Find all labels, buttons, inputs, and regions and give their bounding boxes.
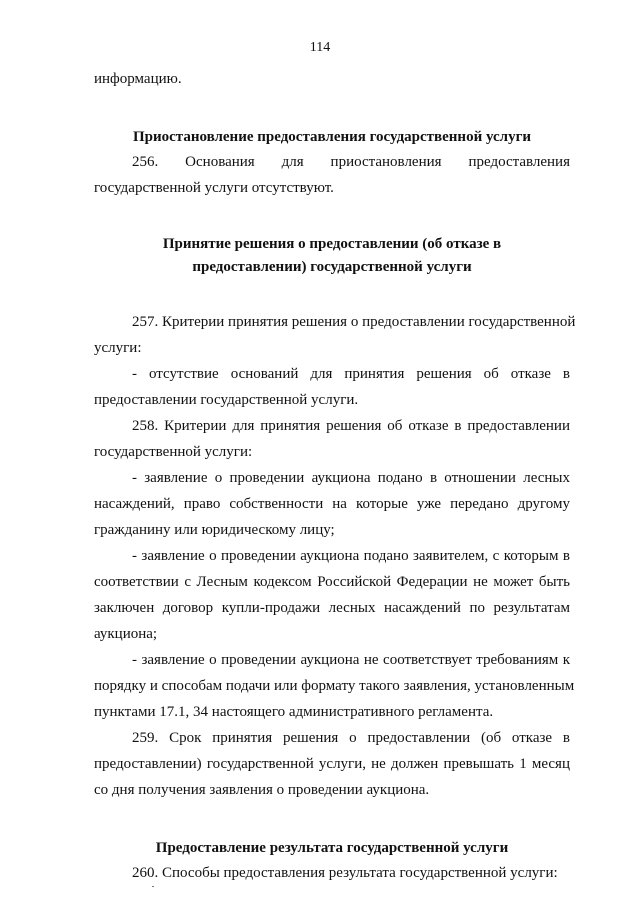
section-heading: Приостановление предоставления государственной услуги bbox=[132, 129, 532, 145]
paragraph-line: гражданину или юридическому лицу; bbox=[94, 522, 335, 538]
paragraph-line: предоставлении) государственной услуги, не должен превышать 1 месяц bbox=[94, 756, 570, 772]
paragraph-line: аукциона; bbox=[94, 626, 158, 642]
paragraph-line: - заявление о проведении аукциона подано в отношении лесных bbox=[132, 470, 570, 486]
paragraph-line: 259. Срок принятия решения о предоставлении (об отказе в bbox=[132, 730, 570, 746]
paragraph-line: со дня получения заявления о проведении аукциона. bbox=[94, 782, 430, 798]
paragraph-line: 257. Критерии принятия решения о предоставлении государственной bbox=[132, 314, 576, 330]
paragraph-line: 260. Способы предоставления результата государственной услуги: bbox=[132, 865, 558, 881]
paragraph-line: пунктами 17.1, 34 настоящего административного регламента. bbox=[94, 704, 494, 720]
paragraph-line: соответствии с Лесным кодексом Российской Федерации не может быть bbox=[94, 574, 570, 590]
paragraph-line: предоставлении государственной услуги. bbox=[94, 392, 359, 408]
paragraph-line: насаждений, право собственности на которые уже передано другому bbox=[94, 496, 570, 512]
document-body bbox=[94, 66, 576, 886]
paragraph-line: 258. Критерии для принятия решения об отказе в предоставлении bbox=[132, 418, 570, 434]
paragraph-line: государственной услуги отсутствуют. bbox=[94, 180, 334, 196]
section-heading: Принятие решения о предоставлении (об отказе в bbox=[162, 236, 502, 252]
paragraph-line: - заявление о проведении аукциона не соответствует требованиям к bbox=[132, 652, 570, 668]
paragraph-line: информацию. bbox=[94, 71, 182, 87]
paragraph-line: заключен договор купли-продажи лесных насаждений по результатам bbox=[94, 600, 570, 616]
paragraph-line: услуги: bbox=[94, 340, 142, 356]
section-heading: предоставлении) государственной услуги bbox=[192, 259, 472, 275]
scan-artifact-dot bbox=[152, 886, 154, 887]
paragraph-line: порядку и способам подачи или формату такого заявления, установленным bbox=[94, 678, 575, 694]
section-heading: Предоставление результата государственной услуги bbox=[155, 840, 509, 856]
paragraph-line: 256. Основания для приостановления предоставления bbox=[132, 154, 570, 170]
paragraph-line: - заявление о проведении аукциона подано заявителем, с которым в bbox=[132, 548, 570, 564]
page-number: 114 bbox=[309, 40, 331, 55]
paragraph-line: - отсутствие оснований для принятия решения об отказе в bbox=[132, 366, 570, 382]
paragraph-line: государственной услуги: bbox=[94, 444, 253, 460]
